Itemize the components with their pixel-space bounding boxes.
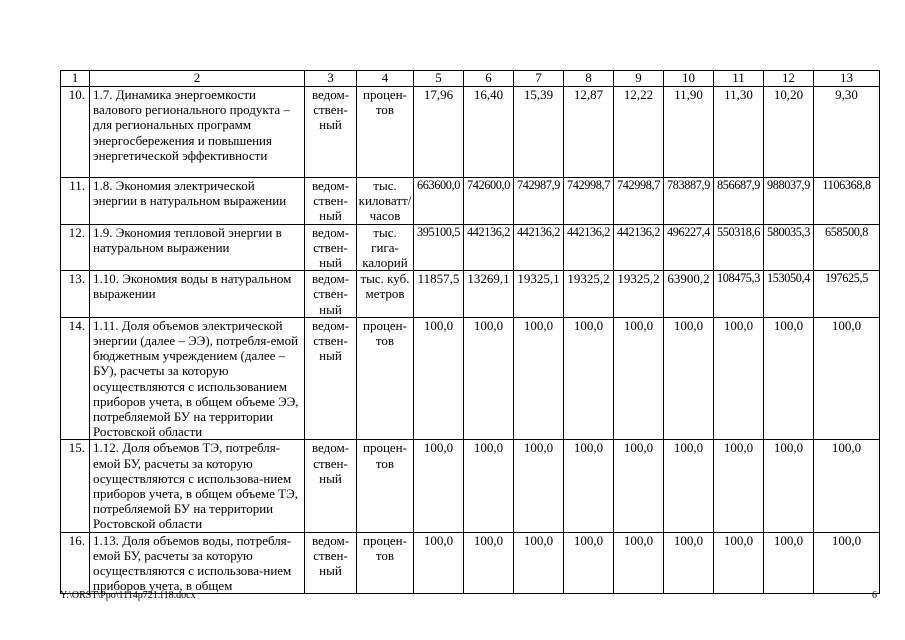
value-cell: 100,0 [564, 532, 614, 594]
table-row [61, 87, 880, 178]
value-cell: 100,0 [714, 440, 764, 532]
value-cell: 11,30 [714, 87, 764, 178]
value-cell: 442136,2 [564, 224, 614, 271]
unit-cell: процен-тов [357, 87, 414, 178]
indicator-name-cell: 1.13. Доля объемов воды, потребля-емой БУ, расчеты за которую осуществляются с использова-нием приборов учета, в общем [90, 532, 305, 594]
value-cell: 100,0 [414, 440, 464, 532]
indicator-type-cell: ведом-ствен-ный [305, 440, 357, 532]
value-cell: 496227,4 [664, 224, 714, 271]
indicator-type-cell: ведом-ствен-ный [305, 271, 357, 318]
footer-file-path: Y:\ORST\Ppo\1114p721.f18.docx [60, 590, 196, 601]
unit-cell: процен-тов [357, 532, 414, 594]
value-cell: 100,0 [764, 440, 814, 532]
value-cell: 100,0 [814, 317, 880, 440]
value-cell: 100,0 [464, 440, 514, 532]
value-cell: 856687,9 [714, 178, 764, 225]
value-cell: 1106368,8 [814, 178, 880, 225]
value-cell: 19325,2 [564, 271, 614, 318]
row-number-cell: 11. [61, 178, 90, 225]
value-cell: 442136,2 [464, 224, 514, 271]
value-cell: 100,0 [614, 532, 664, 594]
header-cell: 6 [464, 71, 514, 87]
header-cell: 1 [61, 71, 90, 87]
value-cell: 15,39 [514, 87, 564, 178]
value-cell: 100,0 [514, 440, 564, 532]
value-cell: 100,0 [814, 532, 880, 594]
page-number: 6 [872, 590, 877, 601]
value-cell: 742998,7 [614, 178, 664, 225]
table-row [61, 532, 880, 594]
value-cell: 9,30 [814, 87, 880, 178]
indicator-type-cell: ведом-ствен-ный [305, 317, 357, 440]
value-cell: 100,0 [664, 532, 714, 594]
header-cell: 4 [357, 71, 414, 87]
header-cell: 2 [90, 71, 305, 87]
value-cell: 395100,5 [414, 224, 464, 271]
header-cell: 11 [714, 71, 764, 87]
indicator-name-cell: 1.12. Доля объемов ТЭ, потребля-емой БУ, расчеты за которую осуществляются с использова-нием приборов учета, в общем объеме ТЭ, потребляемой БУ на территории Ростовской области [90, 440, 305, 532]
indicator-type-cell: ведом-ствен-ный [305, 87, 357, 178]
table-row [61, 317, 880, 440]
value-cell: 100,0 [414, 532, 464, 594]
value-cell: 19325,2 [614, 271, 664, 318]
value-cell: 63900,2 [664, 271, 714, 318]
table-row [61, 224, 880, 271]
indicator-name-cell: 1.11. Доля объемов электрической энергии (далее – ЭЭ), потребля-емой бюджетным учреждением (далее – БУ), расчеты за которую осуществляются с использованием приборов учета, в общем объеме ЭЭ, потребляемой БУ на территории Ростовской области [90, 317, 305, 440]
value-cell: 100,0 [464, 317, 514, 440]
value-cell: 100,0 [714, 317, 764, 440]
row-number-cell: 15. [61, 440, 90, 532]
header-cell: 12 [764, 71, 814, 87]
value-cell: 988037,9 [764, 178, 814, 225]
value-cell: 197625,5 [814, 271, 880, 318]
value-cell: 16,40 [464, 87, 514, 178]
value-cell: 100,0 [664, 317, 714, 440]
value-cell: 783887,9 [664, 178, 714, 225]
value-cell: 19325,1 [514, 271, 564, 318]
value-cell: 100,0 [664, 440, 714, 532]
table-header-row [61, 71, 880, 87]
value-cell: 100,0 [764, 532, 814, 594]
header-cell: 13 [814, 71, 880, 87]
unit-cell: тыс. киловатт/ часов [357, 178, 414, 225]
unit-cell: процен-тов [357, 317, 414, 440]
value-cell: 100,0 [564, 440, 614, 532]
indicator-name-cell: 1.10. Экономия воды в натуральном выражении [90, 271, 305, 318]
indicator-name-cell: 1.9. Экономия тепловой энергии в натуральном выражении [90, 224, 305, 271]
value-cell: 742998,7 [564, 178, 614, 225]
row-number-cell: 16. [61, 532, 90, 594]
value-cell: 100,0 [814, 440, 880, 532]
unit-cell: тыс. гига-калорий [357, 224, 414, 271]
value-cell: 10,20 [764, 87, 814, 178]
value-cell: 100,0 [464, 532, 514, 594]
indicator-type-cell: ведом-ствен-ный [305, 178, 357, 225]
value-cell: 550318,6 [714, 224, 764, 271]
value-cell: 663600,0 [414, 178, 464, 225]
row-number-cell: 10. [61, 87, 90, 178]
value-cell: 12,22 [614, 87, 664, 178]
indicator-type-cell: ведом-ствен-ный [305, 532, 357, 594]
value-cell: 153050,4 [764, 271, 814, 318]
header-cell: 10 [664, 71, 714, 87]
value-cell: 100,0 [564, 317, 614, 440]
value-cell: 108475,3 [714, 271, 764, 318]
value-cell: 442136,2 [614, 224, 664, 271]
value-cell: 100,0 [614, 440, 664, 532]
value-cell: 13269,1 [464, 271, 514, 318]
header-cell: 9 [614, 71, 664, 87]
unit-cell: процен-тов [357, 440, 414, 532]
table-row [61, 271, 880, 318]
header-cell: 3 [305, 71, 357, 87]
header-cell: 7 [514, 71, 564, 87]
table-row [61, 178, 880, 225]
indicator-name-cell: 1.8. Экономия электрической энергии в натуральном выражении [90, 178, 305, 225]
row-number-cell: 14. [61, 317, 90, 440]
value-cell: 658500,8 [814, 224, 880, 271]
indicator-table [60, 70, 880, 594]
value-cell: 100,0 [514, 532, 564, 594]
value-cell: 100,0 [614, 317, 664, 440]
value-cell: 11,90 [664, 87, 714, 178]
value-cell: 100,0 [414, 317, 464, 440]
indicator-name-cell: 1.7. Динамика энергоемкости валового регионального продукта – для региональных программ энергосбережения и повышения энергетической эффективности [90, 87, 305, 178]
value-cell: 742987,9 [514, 178, 564, 225]
value-cell: 11857,5 [414, 271, 464, 318]
header-cell: 5 [414, 71, 464, 87]
table-row [61, 440, 880, 532]
value-cell: 100,0 [714, 532, 764, 594]
value-cell: 100,0 [514, 317, 564, 440]
value-cell: 100,0 [764, 317, 814, 440]
row-number-cell: 12. [61, 224, 90, 271]
row-number-cell: 13. [61, 271, 90, 318]
value-cell: 580035,3 [764, 224, 814, 271]
header-cell: 8 [564, 71, 614, 87]
unit-cell: тыс. куб. метров [357, 271, 414, 318]
value-cell: 742600,0 [464, 178, 514, 225]
value-cell: 17,96 [414, 87, 464, 178]
indicator-type-cell: ведом-ствен-ный [305, 224, 357, 271]
value-cell: 12,87 [564, 87, 614, 178]
value-cell: 442136,2 [514, 224, 564, 271]
